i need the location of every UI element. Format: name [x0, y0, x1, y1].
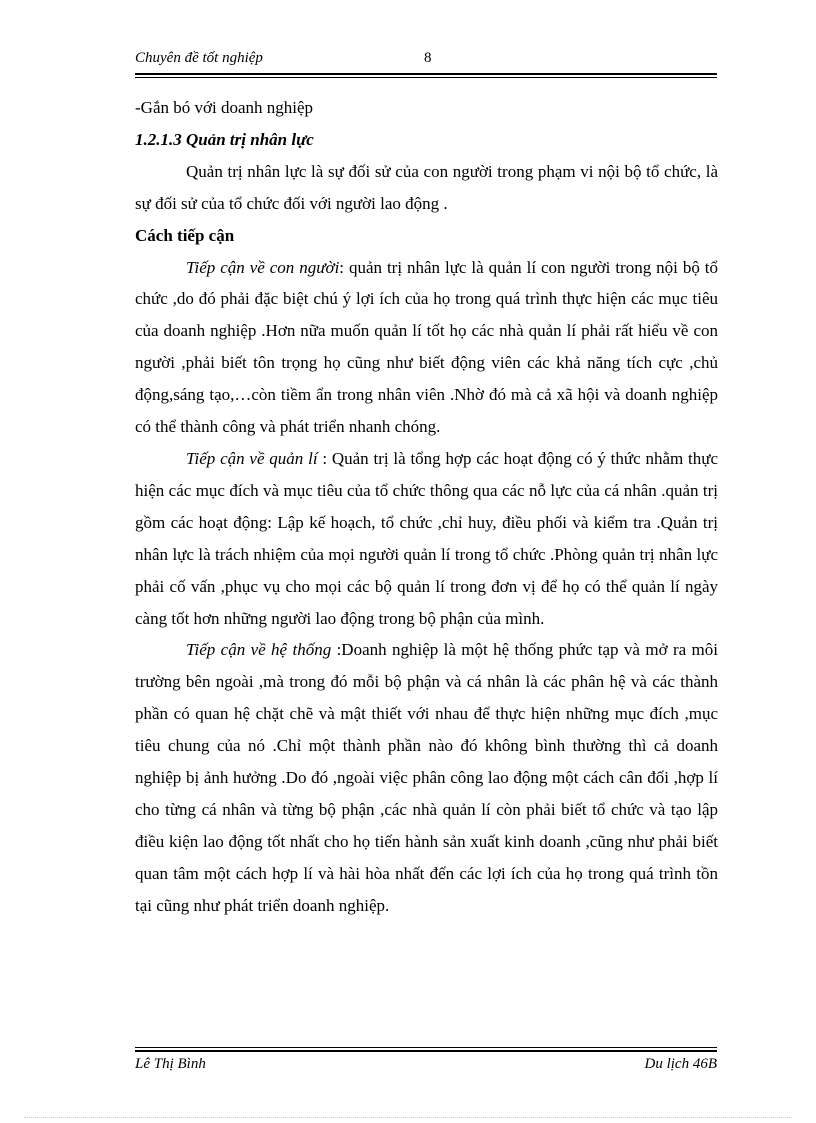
page-number: 8 [424, 50, 432, 66]
document-title: Chuyên đề tốt nghiệp [135, 50, 263, 66]
approach-label-system: Tiếp cận về hệ thống [186, 640, 332, 660]
approach-text-management: : Quản trị là tổng hợp các hoạt động có ý thức nhằm thực hiện các mục đích và mục tiêu của tổ chức thông qua các nỗ lực của cá nhân .quản trị gồm các hoạt động: Lập kế hoạch, tổ chức ,chỉ huy, điều phối và kiểm tra .Quản trị nhân lực là trách nhiệm của mọi người quản lí trong tổ chức .Phòng quản trị nhân lực phải cố vấn ,phục vụ cho mọi các bộ quản lí trong đơn vị để họ có thể quản lí ngày càng tốt hơn những người lao động trong bộ phận của mình. [135, 448, 718, 628]
approach-label-human: Tiếp cận về con người [186, 257, 340, 277]
footer-rule-thick [135, 1050, 717, 1052]
page-footer [135, 1056, 717, 1076]
subsection-heading: Cách tiếp cận [135, 225, 235, 245]
page-content [135, 92, 718, 922]
page-break-divider [24, 1117, 792, 1118]
author-name: Lê Thị Bình [135, 1056, 206, 1072]
class-name: Du lịch 46B [644, 1056, 717, 1072]
approach-text-system: :Doanh nghiệp là một hệ thống phức tạp và mở ra môi trường bên ngoài ,mà trong đó mỗi bộ phận và cá nhân là các phân hệ và các thành phần có quan hệ chặt chẽ và mật thiết với nhau để thực hiện những mục đích ,mục tiêu chung của nó .Chỉ một thành phần nào đó không bình thường thì cả doanh nghiệp bị ảnh hưởng .Do đó ,ngoài việc phân công lao động một cách cân đối ,hợp lí cho từng cá nhân và từng bộ phận ,các nhà quản lí còn phải biết tổ chức và tạo lập điều kiện lao động tốt nhất cho họ tiến hành sản xuất kinh doanh ,cũng như phải biết quan tâm một cách hợp lí và hài hòa nhất đến các lợi ích của họ trong quá trình tồn tại cũng như phát triển doanh nghiệp. [135, 640, 718, 915]
paragraph-management-approach [135, 443, 718, 634]
paragraph-human-approach [135, 252, 718, 443]
approach-text-human: : quản trị nhân lực là quản lí con người trong nội bộ tổ chức ,do đó phải đặc biệt chú ý lợi ích của họ trong quá trình thực hiện các mục tiêu của doanh nghiệp .Hơn nữa muốn quản lí tốt họ các nhà quản lí phải rất hiểu về con người ,phải biết tôn trọng họ cũng như biết động viên các khả năng tích cực ,chủ động,sáng tạo,…còn tiềm ẩn trong nhân viên .Nhờ đó mà cả xã hội và doanh nghiệp có thể thành công và phát triển nhanh chóng. [135, 257, 718, 437]
paragraph-system-approach [135, 634, 718, 921]
section-heading: 1.2.1.3 Quản trị nhân lực [135, 129, 314, 149]
footer-rule-thin [135, 1047, 717, 1048]
approach-label-management: Tiếp cận về quản lí [186, 448, 318, 468]
header-rule-thin [135, 77, 717, 78]
paragraph-definition: Quản trị nhân lực là sự đối sử của con người trong phạm vi nội bộ tổ chức, là sự đối sử của tổ chức đối với người lao động . [135, 161, 718, 213]
header-rule-thick [135, 73, 717, 75]
page-header [135, 47, 717, 71]
bullet-line: -Gắn bó với doanh nghiệp [135, 98, 314, 117]
